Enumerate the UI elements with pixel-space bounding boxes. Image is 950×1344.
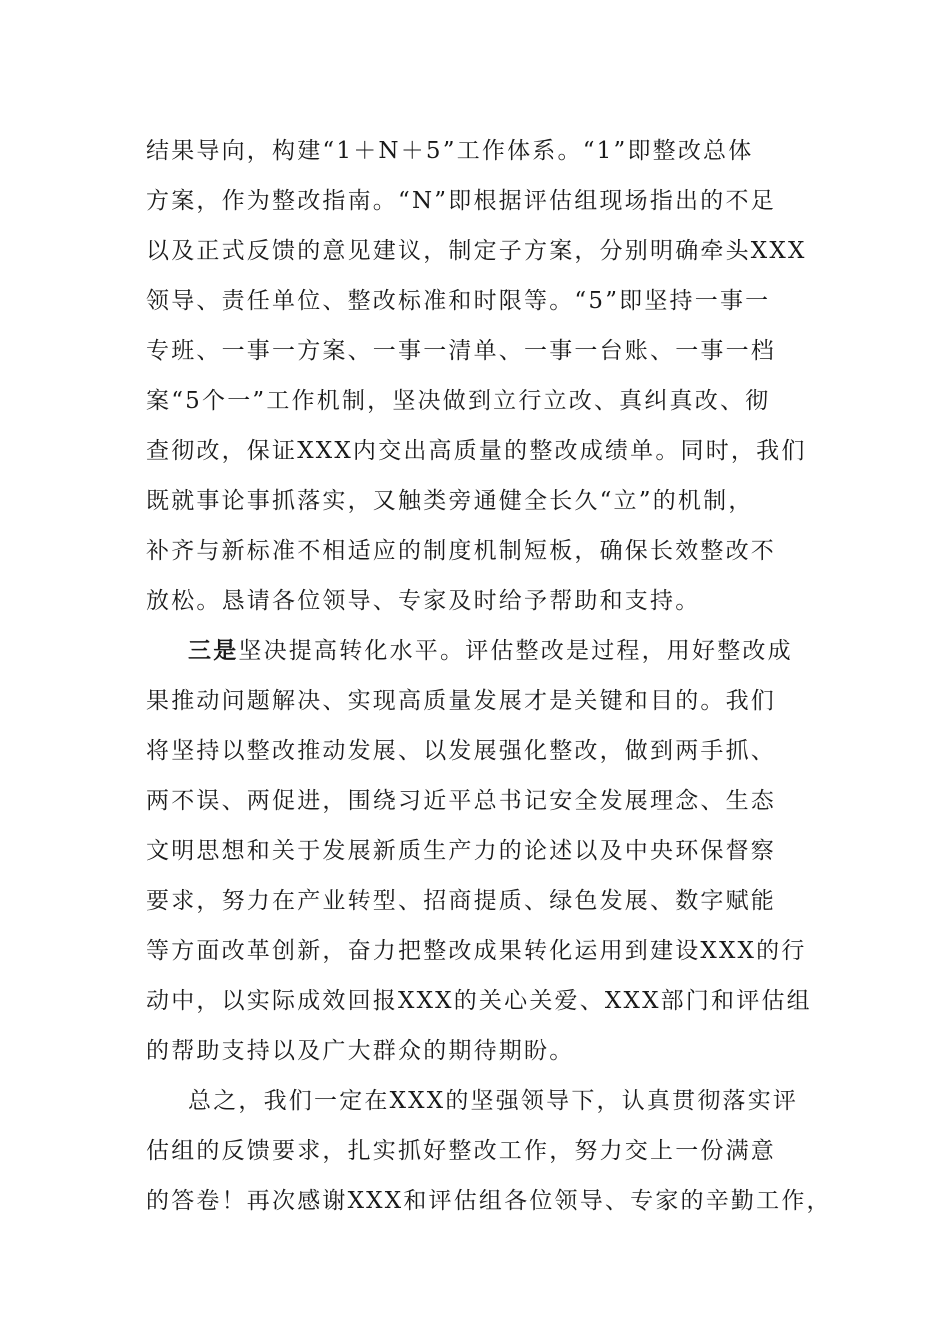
paragraph-1-line-9: 补齐与新标准不相适应的制度机制短板，确保长效整改不: [146, 538, 776, 564]
paragraph-1-line-3: 以及正式反馈的意见建议，制定子方案，分别明确牵头XXX: [146, 238, 807, 264]
paragraph-2-line-6: 要求，努力在产业转型、招商提质、绿色发展、数字赋能: [146, 888, 776, 914]
paragraph-3-line-2: 估组的反馈要求，扎实抓好整改工作，努力交上一份满意: [146, 1138, 776, 1164]
paragraph-2-line-3: 将坚持以整改推动发展、以发展强化整改，做到两手抓、: [146, 738, 776, 764]
paragraph-1-line-1: 结果导向，构建“1＋N＋5”工作体系。“1”即整改总体: [146, 138, 754, 164]
paragraph-2-line-5: 文明思想和关于发展新质生产力的论述以及中央环保督察: [146, 838, 776, 864]
paragraph-2-line-7: 等方面改革创新，奋力把整改成果转化运用到建设XXX的行: [146, 938, 807, 964]
paragraph-1-line-10: 放松。恳请各位领导、专家及时给予帮助和支持。: [146, 588, 701, 614]
paragraph-1-line-8: 既就事论事抓落实，又触类旁通健全长久“立”的机制，: [146, 488, 754, 514]
paragraph-2-line-8: 动中，以实际成效回报XXX的关心关爱、XXX部门和评估组: [146, 988, 812, 1014]
paragraph-2-line-4: 两不误、两促进，围绕习近平总书记安全发展理念、生态: [146, 788, 776, 814]
paragraph-1-line-7: 查彻改，保证XXX内交出高质量的整改成绩单。同时，我们: [146, 438, 807, 464]
paragraph-1-line-2: 方案，作为整改指南。“N”即根据评估组现场指出的不足: [146, 188, 776, 214]
paragraph-2-line-2: 果推动问题解决、实现高质量发展才是关键和目的。我们: [146, 688, 776, 714]
paragraph-3-line-3: 的答卷！再次感谢XXX和评估组各位领导、专家的辛勤工作，: [146, 1188, 832, 1214]
paragraph-2-lead: 三是: [188, 637, 239, 664]
paragraph-1-line-4: 领导、责任单位、整改标准和时限等。“5”即坚持一事一: [146, 288, 771, 314]
paragraph-2-line-9: 的帮助支持以及广大群众的期待期盼。: [146, 1038, 575, 1064]
paragraph-2-line-1-text: 坚决提高转化水平。评估整改是过程，用好整改成: [238, 638, 793, 664]
paragraph-1-line-6: 案“5个一”工作机制，坚决做到立行立改、真纠真改、彻: [146, 388, 771, 414]
paragraph-2-line-1: [188, 631, 793, 671]
paragraph-1-line-5: 专班、一事一方案、一事一清单、一事一台账、一事一档: [146, 338, 776, 364]
paragraph-3-line-1: 总之，我们一定在XXX的坚强领导下，认真贯彻落实评: [188, 1088, 799, 1114]
